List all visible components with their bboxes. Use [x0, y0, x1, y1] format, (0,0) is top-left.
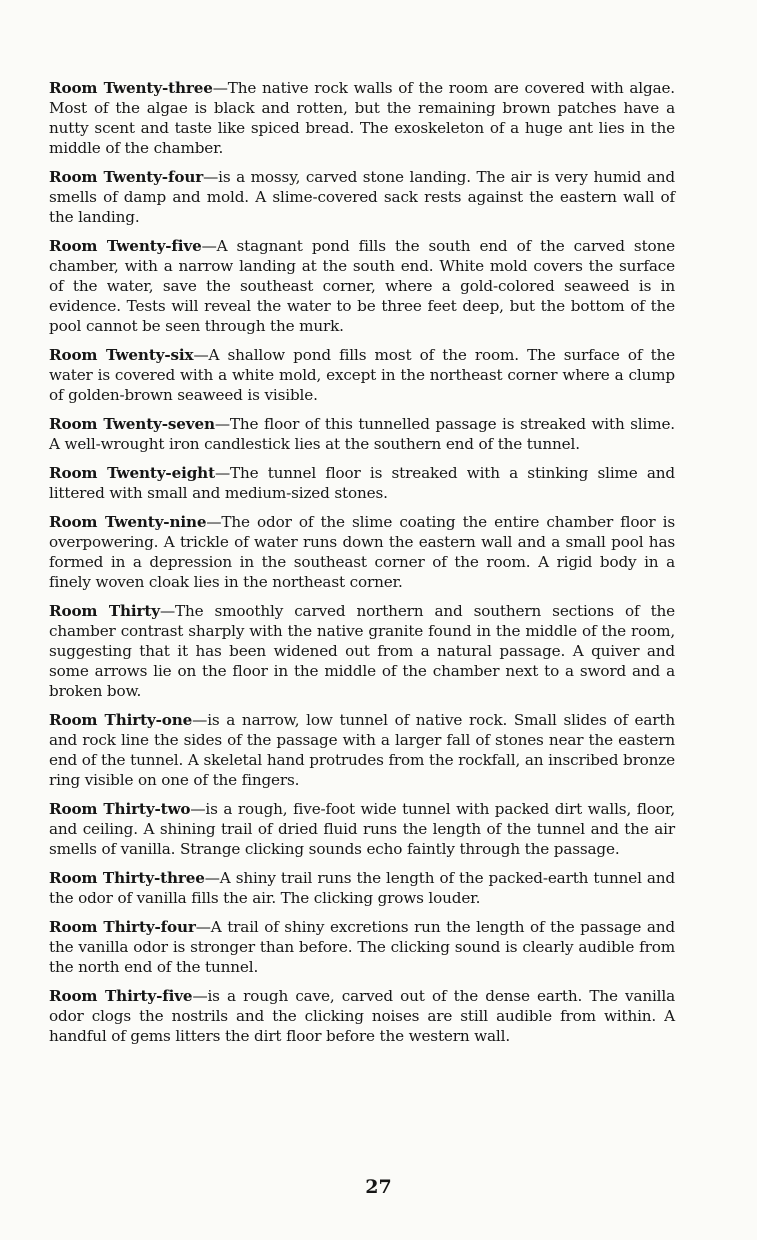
- room-heading: Room Thirty-two: [49, 800, 191, 818]
- room-heading: Room Thirty-one: [49, 711, 193, 729]
- room-entry-32: [49, 799, 675, 859]
- room-entry-26: [49, 345, 675, 405]
- room-heading: Room Thirty-three: [49, 869, 205, 887]
- room-description: —The floor of this tunnelled passage is streaked with slime. A well-wrought iron candlestick lies at the southern end of the tunnel.: [49, 415, 675, 453]
- room-description: —The native rock walls of the room are covered with algae. Most of the algae is black and rotten, but the remaining brown patches have a nutty scent and taste like spiced bread. The exoskeleton of a huge ant lies in the middle of the chamber.: [49, 79, 675, 157]
- page-number: 27: [365, 1176, 392, 1198]
- room-heading: Room Twenty-seven: [49, 415, 215, 433]
- room-description: —The odor of the slime coating the entire chamber floor is overpowering. A trickle of water runs down the eastern wall and a small pool has formed in a depression in the southeast corner of the room. A rigid body in a finely woven cloak lies in the northeast corner.: [49, 513, 675, 591]
- room-entry-31: [49, 710, 675, 790]
- room-description: —The tunnel floor is streaked with a stinking slime and littered with small and medium-sized stones.: [49, 464, 675, 502]
- room-description: —is a rough, five-foot wide tunnel with packed dirt walls, floor, and ceiling. A shining trail of dried fluid runs the length of the tunnel and the air smells of vanilla. Strange clicking sounds echo faintly through the passage.: [49, 800, 675, 858]
- room-entry-34: [49, 917, 675, 977]
- room-description: —The smoothly carved northern and southern sections of the chamber contrast sharply with the native granite found in the middle of the room, suggesting that it has been widened out from a natural passage. A quiver and some arrows lie on the floor in the middle of the chamber next to a sword and a broken bow.: [49, 602, 675, 700]
- room-entry-35: [49, 986, 675, 1046]
- room-entry-23: [49, 78, 675, 158]
- room-heading: Room Thirty-five: [49, 987, 193, 1005]
- room-heading: Room Twenty-eight: [49, 464, 215, 482]
- room-entry-29: [49, 512, 675, 592]
- room-description: —is a rough cave, carved out of the dense earth. The vanilla odor clogs the nostrils and the clicking noises are still audible from within. A handful of gems litters the dirt floor before the western wall.: [49, 987, 676, 1045]
- page-body: [49, 78, 675, 1055]
- room-entry-24: [49, 167, 675, 227]
- room-heading: Room Twenty-six: [49, 346, 194, 364]
- room-description: —A stagnant pond fills the south end of the carved stone chamber, with a narrow landing at the south end. White mold covers the surface of the water, save the southeast corner, where a gold-colored seaweed is in evidence. Tests will reveal the water to be three feet deep, but the bottom of the pool cannot be seen through the murk.: [49, 237, 675, 335]
- room-entry-27: [49, 414, 675, 454]
- room-description: —A shiny trail runs the length of the packed-earth tunnel and the odor of vanilla fills the air. The clicking grows louder.: [49, 869, 675, 907]
- room-description: —A shallow pond fills most of the room. The surface of the water is covered with a white mold, except in the northeast corner where a clump of golden-brown seaweed is visible.: [49, 346, 675, 404]
- room-heading: Room Twenty-five: [49, 237, 202, 255]
- room-description: —is a narrow, low tunnel of native rock. Small slides of earth and rock line the sides of the passage with a larger fall of stones near the eastern end of the tunnel. A skeletal hand protrudes from the rockfall, an inscribed bronze ring visible on one of the fingers.: [49, 711, 675, 789]
- room-heading: Room Twenty-nine: [49, 513, 207, 531]
- room-heading: Room Twenty-four: [49, 168, 204, 186]
- room-entry-33: [49, 868, 675, 908]
- room-description: —is a mossy, carved stone landing. The air is very humid and smells of damp and mold. A slime-covered sack rests against the eastern wall of the landing.: [49, 168, 675, 226]
- room-entry-30: [49, 601, 675, 701]
- room-description: —A trail of shiny excretions run the length of the passage and the vanilla odor is stronger than before. The clicking sound is clearly audible from the north end of the tunnel.: [49, 918, 675, 976]
- room-entry-25: [49, 236, 675, 336]
- room-heading: Room Thirty-four: [49, 918, 196, 936]
- room-entry-28: [49, 463, 675, 503]
- room-heading: Room Twenty-three: [49, 79, 213, 97]
- room-heading: Room Thirty: [49, 602, 160, 620]
